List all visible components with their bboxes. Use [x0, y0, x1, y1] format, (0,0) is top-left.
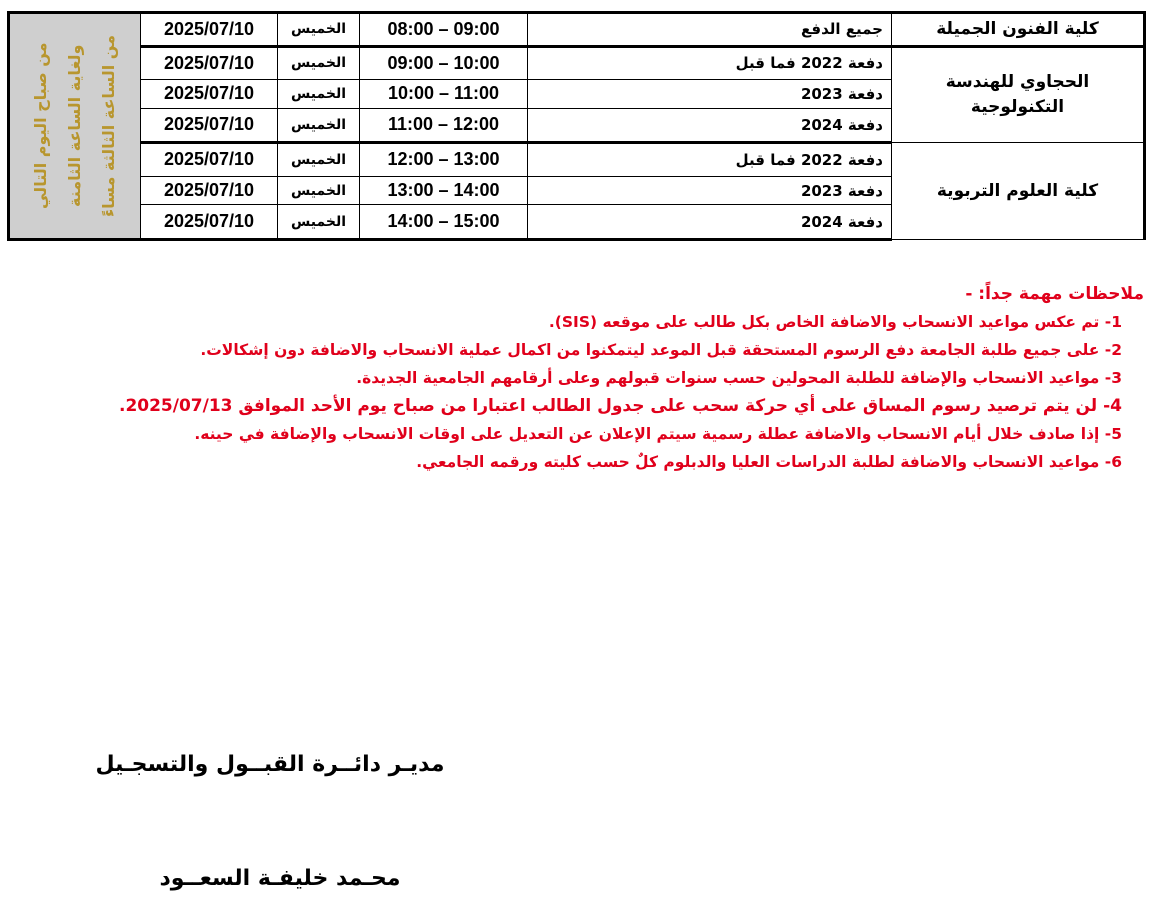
note-item: 5- إذا صادف خلال أيام الانسحاب والاضافة عطلة رسمية سيتم الإعلان عن التعديل على اوقات الانسحاب والإضافة في حينه.: [194, 425, 1122, 443]
day-cell: الخميس: [278, 205, 360, 240]
time-cell: 09:00 – 10:00: [360, 46, 528, 79]
date-cell: 2025/07/10: [141, 205, 278, 240]
batch-cell: دفعة 2024: [528, 109, 892, 143]
day-cell: الخميس: [278, 46, 360, 79]
date-cell: 2025/07/10: [141, 142, 278, 176]
college-name: الحجاوي للهندسة التكنولوجية: [892, 46, 1145, 142]
note-item: 3- مواعيد الانسحاب والإضافة للطلبة المحولين حسب سنوات قبولهم وعلى أرقامهم الجامعية الجديدة.: [356, 369, 1122, 387]
batch-cell: دفعة 2022 فما قبل: [528, 46, 892, 79]
note-item: 6- مواعيد الانسحاب والاضافة لطلبة الدراسات العليا والدبلوم كلٌ حسب كليته ورقمه الجامعي.: [416, 453, 1122, 471]
schedule-row: [9, 13, 1145, 47]
batch-cell: دفعة 2023: [528, 176, 892, 205]
notes-title: ملاحظات مهمة جداً: -: [965, 284, 1144, 304]
time-cell: 12:00 – 13:00: [360, 142, 528, 176]
time-cell: 11:00 – 12:00: [360, 109, 528, 143]
day-cell: الخميس: [278, 142, 360, 176]
note-item: 2- على جميع طلبة الجامعة دفع الرسوم المستحقة قبل الموعد ليتمكنوا من اكمال عملية الانسحاب والاضافة دون إشكالات.: [200, 341, 1122, 359]
notes-section: [14, 284, 1144, 476]
batch-cell: دفعة 2022 فما قبل: [528, 142, 892, 176]
time-cell: 10:00 – 11:00: [360, 79, 528, 109]
note-item: 1- تم عكس مواعيد الانسحاب والاضافة الخاص بكل طالب على موقعه (SIS).: [548, 313, 1122, 331]
schedule-table: [7, 11, 1146, 241]
schedule-row: [9, 142, 1145, 176]
college-name: كلية الفنون الجميلة: [892, 13, 1145, 47]
day-cell: الخميس: [278, 79, 360, 109]
date-cell: 2025/07/10: [141, 46, 278, 79]
signature-name: محـمد خليفـة السعــود: [159, 866, 401, 891]
day-cell: الخميس: [278, 13, 360, 47]
day-cell: الخميس: [278, 109, 360, 143]
schedule-row: [9, 46, 1145, 79]
date-cell: 2025/07/10: [141, 109, 278, 143]
batch-cell: جميع الدفع: [528, 13, 892, 47]
college-name: كلية العلوم التربوية: [892, 142, 1145, 239]
batch-cell: دفعة 2024: [528, 205, 892, 240]
note-item: 4- لن يتم ترصيد رسوم المساق على أي حركة سحب على جدول الطالب اعتبارا من صباح يوم الأحد الموافق 2025/07/13.: [118, 396, 1122, 416]
date-cell: 2025/07/10: [141, 79, 278, 109]
date-cell: 2025/07/10: [141, 176, 278, 205]
side-note-line: ولغاية الساعة الثامنة: [65, 44, 84, 208]
batch-cell: دفعة 2023: [528, 79, 892, 109]
time-cell: 14:00 – 15:00: [360, 205, 528, 240]
signature-title: مديـر دائــرة القبــول والتسجـيل: [95, 752, 445, 777]
day-cell: الخميس: [278, 176, 360, 205]
side-note-line: من الساعة الثالثة مساءً: [99, 34, 118, 218]
date-cell: 2025/07/10: [141, 13, 278, 47]
side-note-line: من صباح اليوم التالي: [31, 42, 50, 210]
time-cell: 08:00 – 09:00: [360, 13, 528, 47]
side-note: [9, 13, 141, 240]
time-cell: 13:00 – 14:00: [360, 176, 528, 205]
notes-list: [14, 308, 1144, 476]
